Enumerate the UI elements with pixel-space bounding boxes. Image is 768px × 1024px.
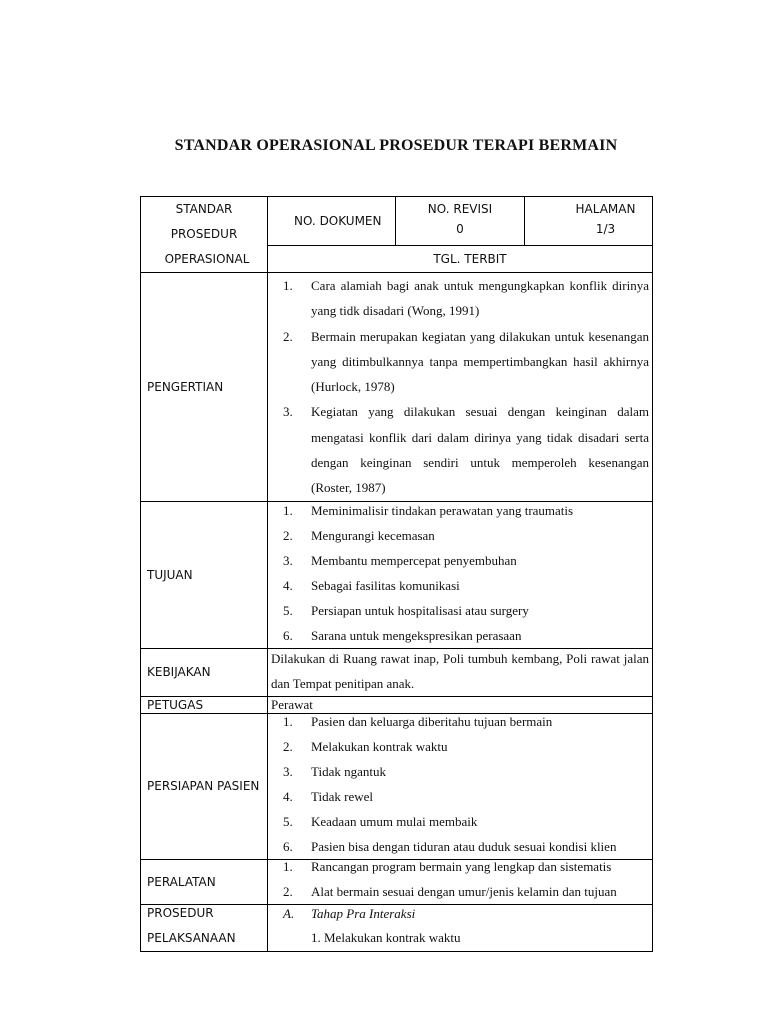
tujuan-item: 6. Sarana untuk mengekspresikan perasaan — [283, 627, 522, 643]
tgl-terbit-cell — [268, 245, 653, 272]
no-dokumen-cell — [268, 197, 396, 246]
pengertian-item: 1. Cara alamiah bagi anak untuk mengungkapkan konflik dirinya yang tidk disadari (Wong, 1991) — [283, 278, 649, 319]
no-dokumen-label: NO. DOKUMEN — [294, 213, 382, 228]
halaman-cell — [525, 197, 653, 246]
petugas-text: Perawat — [271, 696, 313, 712]
prosedur-label-line2: PELAKSANAAN — [147, 930, 236, 945]
persiapan-pasien-content — [268, 713, 653, 859]
pengertian-label: PENGERTIAN — [141, 273, 268, 502]
peralatan-item: 2. Alat bermain sesuai dengan umur/jenis kelamin dan tujuan — [283, 883, 617, 899]
kebijakan-text: Dilakukan di Ruang rawat inap, Poli tumbuh kembang, Poli rawat jalan dan Tempat penitipan anak. — [271, 650, 649, 691]
prosedur-label-line1: PROSEDUR — [147, 905, 214, 920]
prosedur-content — [268, 904, 653, 951]
peralatan-item: 1. Rancangan program bermain yang lengkap dan sistematis — [283, 858, 612, 874]
persiapan-item: 5. Keadaan umum mulai membaik — [283, 813, 478, 829]
kebijakan-content — [268, 648, 653, 696]
pengertian-item: 2. Bermain merupakan kegiatan yang dilakukan untuk kesenangan yang ditimbulkannya tanpa mempertimbangkan hasil akhirnya (Hurlock, 1978) — [283, 328, 649, 395]
no-revisi-cell — [396, 197, 525, 246]
persiapan-item: 4. Tidak rewel — [283, 788, 373, 804]
persiapan-item: 3. Tidak ngantuk — [283, 763, 386, 779]
sop-line-2: PROSEDUR — [170, 227, 238, 241]
persiapan-item: 2. Melakukan kontrak waktu — [283, 738, 448, 754]
pengertian-item: 3. Kegiatan yang dilakukan sesuai dengan keinginan dalam mengatasi konflik dari dalam dirinya yang tidak disadari serta dengan keinginan sendiri untuk memperoleh kesenangan (Roster, 1987) — [283, 404, 649, 496]
petugas-label: PETUGAS — [141, 696, 268, 713]
sop-table — [140, 196, 653, 952]
persiapan-item: 6. Pasien bisa dengan tiduran atau duduk sesuai kondisi klien — [283, 838, 617, 854]
kebijakan-label: KEBIJAKAN — [141, 648, 268, 696]
peralatan-label: PERALATAN — [141, 859, 268, 904]
prosedur-step-number: 1. — [311, 929, 321, 945]
sop-line-1: STANDAR — [175, 202, 233, 216]
prosedur-label — [141, 904, 268, 951]
peralatan-content — [268, 859, 653, 904]
sop-header-cell — [141, 197, 268, 273]
tujuan-item: 3. Membantu mempercepat penyembuhan — [283, 552, 517, 568]
document-title: STANDAR OPERASIONAL PROSEDUR TERAPI BERMAIN — [174, 137, 618, 154]
sop-line-3: OPERASIONAL — [164, 252, 250, 266]
halaman-value: 1/3 — [595, 222, 616, 236]
tujuan-item: 5. Persiapan untuk hospitalisasi atau surgery — [283, 602, 529, 618]
persiapan-item: 1. Pasien dan keluarga diberitahu tujuan bermain — [283, 713, 553, 729]
no-revisi-value: 0 — [456, 222, 464, 236]
pengertian-content — [268, 273, 653, 502]
tujuan-item: 4. Sebagai fasilitas komunikasi — [283, 577, 460, 593]
prosedur-stage-title: Tahap Pra Interaksi — [311, 905, 416, 921]
prosedur-stage — [268, 903, 652, 925]
no-revisi-label: NO. REVISI — [427, 202, 493, 216]
prosedur-step-text: Melakukan kontrak waktu — [324, 929, 461, 945]
tujuan-label: TUJUAN — [141, 501, 268, 648]
tujuan-item: 2. Mengurangi kecemasan — [283, 527, 435, 543]
prosedur-step — [268, 925, 652, 950]
tgl-terbit-label: TGL. TERBIT — [433, 251, 507, 266]
halaman-label: HALAMAN — [575, 202, 636, 216]
tujuan-content — [268, 501, 653, 648]
persiapan-pasien-label: PERSIAPAN PASIEN — [141, 713, 268, 859]
tujuan-item: 1. Meminimalisir tindakan perawatan yang traumatis — [283, 502, 574, 518]
prosedur-stage-letter: A. — [283, 905, 295, 921]
